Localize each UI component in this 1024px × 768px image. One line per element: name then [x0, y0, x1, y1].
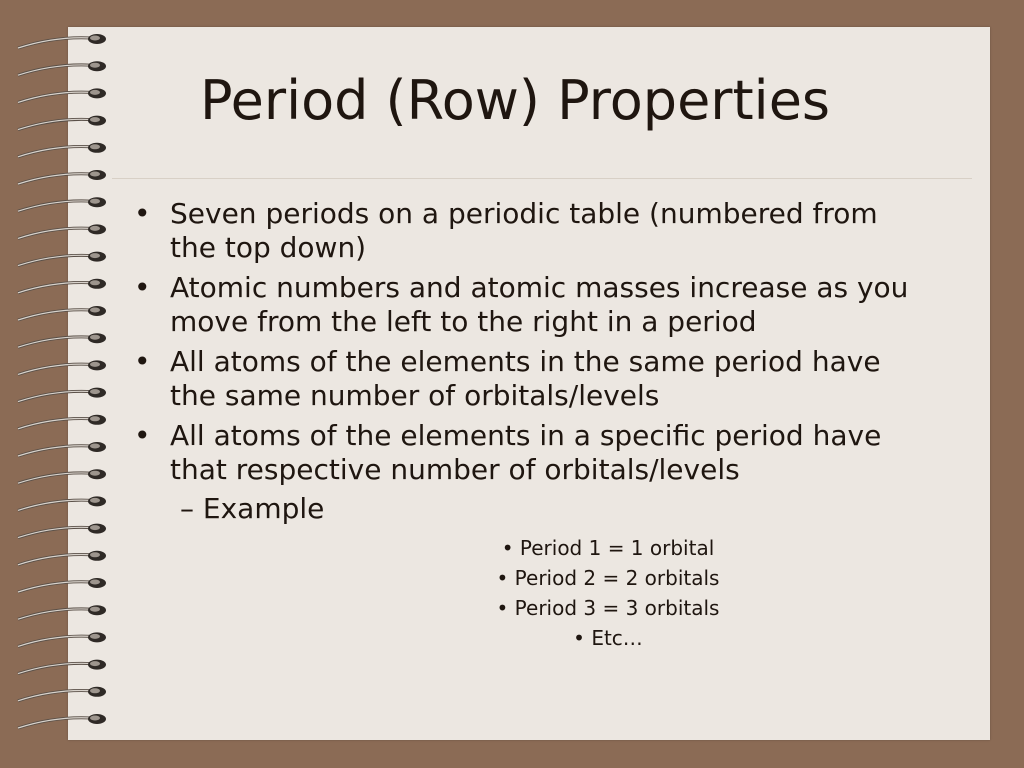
example-list	[398, 533, 818, 653]
example-item: • Etc…	[398, 623, 818, 653]
spiral-binding-icon	[0, 0, 130, 768]
bullet-item: • Atomic numbers and atomic masses increase as you move from the left to the right in a period	[130, 271, 930, 339]
bullet-item: • All atoms of the elements in the same period have the same number of orbitals/levels	[130, 345, 930, 413]
bullet-item: • All atoms of the elements in a specific period have that respective number of orbitals/levels	[130, 419, 930, 487]
example-item: • Period 2 = 2 orbitals	[398, 563, 818, 593]
bullet-item: • Seven periods on a periodic table (numbered from the top down)	[130, 197, 930, 265]
sub-bullet-example: – Example	[180, 492, 325, 525]
bullet-list	[130, 197, 930, 493]
slide-title: Period (Row) Properties	[200, 69, 831, 132]
example-item: • Period 1 = 1 orbital	[398, 533, 818, 563]
title-divider	[112, 178, 972, 179]
example-item: • Period 3 = 3 orbitals	[398, 593, 818, 623]
